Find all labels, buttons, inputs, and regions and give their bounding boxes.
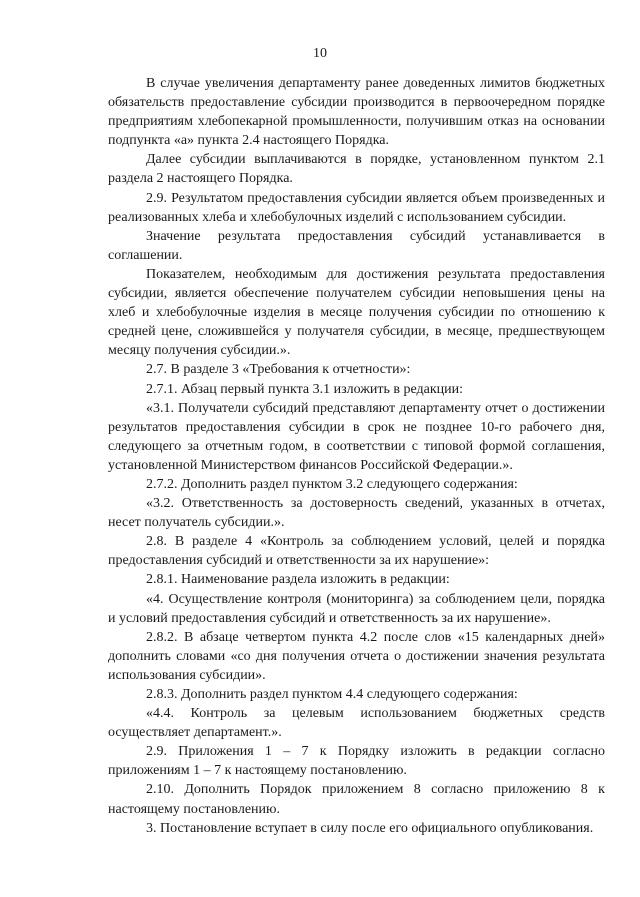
paragraph-2-10: 2.10. Дополнить Порядок приложением 8 согласно приложению 8 к настоящему постановлению. [108, 782, 605, 817]
paragraph-4-4-text: «4.4. Контроль за целевым использованием бюджетных средств осуществляет департамент.». [108, 706, 605, 741]
paragraph-subsidy-payment-order: Далее субсидии выплачиваются в порядке, установленном пунктом 2.1 раздела 2 настоящего Порядка. [108, 152, 605, 187]
paragraph-2-7-1: 2.7.1. Абзац первый пункта 3.1 изложить в редакции: [146, 381, 464, 397]
paragraph-2-7-2: 2.7.2. Дополнить раздел пунктом 3.2 следующего содержания: [146, 476, 518, 492]
paragraph-3-2-text: «3.2. Ответственность за достоверность сведений, указанных в отчетах, несет получатель субсидии.». [108, 496, 605, 531]
paragraph-2-8: 2.8. В разделе 4 «Контроль за соблюдением условий, целей и порядка предоставления субсидий и ответственности за их нарушение»: [108, 534, 605, 569]
paragraph-2-7: 2.7. В разделе 3 «Требования к отчетности»: [146, 362, 411, 378]
page-number: 10 [313, 46, 327, 61]
paragraph-3-1-text: «3.1. Получатели субсидий представляют департаменту отчет о достижении результатов предоставления субсидии в срок не позднее 10-го рабочего дня, следующего за отчетным годом, в соответствии с типовой формой соглашения, установленной Министерством финансов Российской Федерации.». [108, 400, 605, 473]
paragraph-indicator: Показателем, необходимым для достижения результата предоставления субсидии, является обеспечение получателем субсидии неповышения цены на хлеб и хлебобулочные изделия в месяце получения субсидии по отношению к средней цене, сложившейся у получателя субсидии, в месяце, предшествующем месяцу получения субсидии.». [108, 266, 605, 359]
paragraph-limits-increase: В случае увеличения департаменту ранее доведенных лимитов бюджетных обязательств предоставление субсидии производится в первоочередном порядке предприятиям хлебопекарной промышленности, получившим отказ на основании подпункта «а» пункта 2.4 настоящего Порядка. [108, 76, 605, 149]
paragraph-2-8-2: 2.8.2. В абзаце четвертом пункта 4.2 после слов «15 календарных дней» дополнить словами «со дня получения отчета о достижении значения результата использования субсидии». [108, 629, 605, 683]
paragraph-2-8-1: 2.8.1. Наименование раздела изложить в редакции: [146, 572, 450, 588]
document-body [108, 74, 605, 838]
paragraph-2-9-result: 2.9. Результатом предоставления субсидии является объем произведенных и реализованных хлеба и хлебобулочных изделий с использованием субсидии. [108, 190, 605, 225]
paragraph-2-8-3: 2.8.3. Дополнить раздел пунктом 4.4 следующего содержания: [146, 687, 518, 702]
paragraph-4-title: «4. Осуществление контроля (мониторинга) за соблюдением цели, порядка и условий предоставления субсидий и ответственность за их нарушение». [108, 591, 605, 626]
paragraph-result-value: Значение результата предоставления субсидий устанавливается в соглашении. [108, 228, 605, 263]
paragraph-2-9-appendices: 2.9. Приложения 1 – 7 к Порядку изложить в редакции согласно приложениям 1 – 7 к настоящему постановлению. [108, 744, 605, 779]
paragraph-3-effective: 3. Постановление вступает в силу после его официального опубликования. [146, 820, 594, 836]
